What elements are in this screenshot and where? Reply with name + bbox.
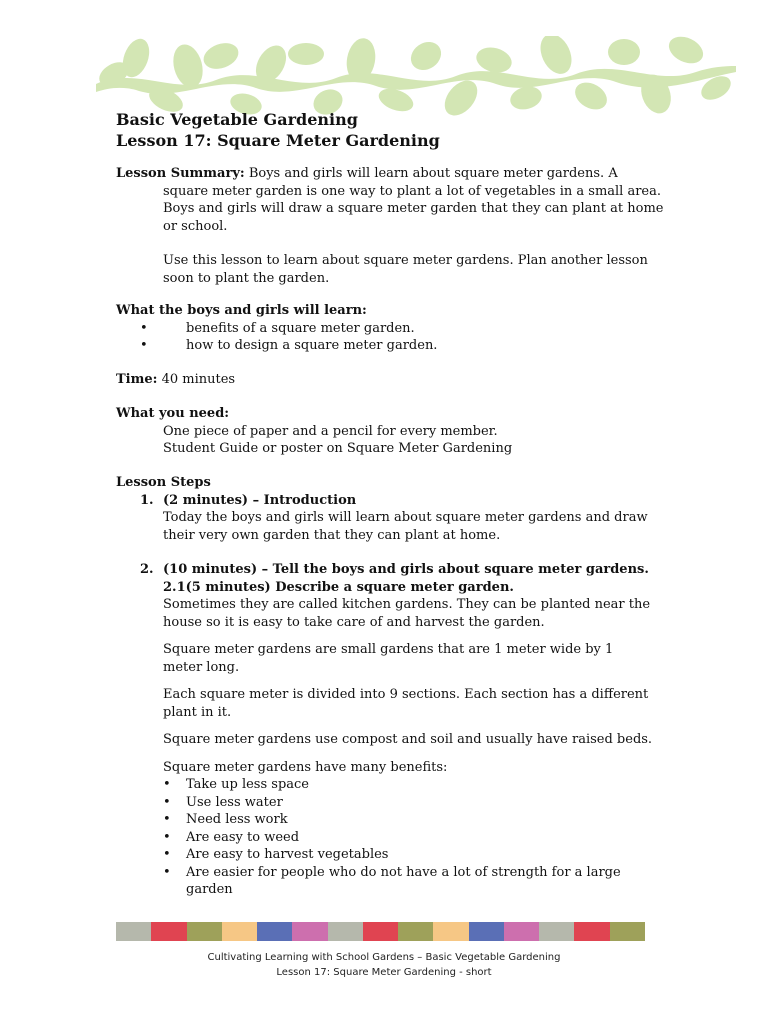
color-strip-segment [398,922,433,941]
color-strip [116,922,645,941]
step-2-subtitle: 2.1(5 minutes) Describe a square meter garden. [163,579,514,595]
color-strip-segment [292,922,327,941]
color-strip-segment [151,922,186,941]
step-2-number: 2. [140,562,154,577]
step-2-paragraph-4: Square meter gardens use compost and soil and usually have raised beds. [163,732,653,747]
color-strip-segment [433,922,468,941]
title-line-2: Lesson 17: Square Meter Gardening [116,131,440,150]
document-title [116,109,440,151]
title-line-1: Basic Vegetable Gardening [116,110,358,129]
color-strip-segment [187,922,222,941]
learn-heading: What the boys and girls will learn: [116,303,367,318]
color-strip-segment [116,922,151,941]
learn-list [116,320,676,355]
learn-item: • how to design a square meter garden. [116,337,676,355]
step-2-paragraph-5: Square meter gardens have many benefits: [163,759,448,775]
color-strip-segment [222,922,257,941]
step-1 [116,492,676,545]
time-value: 40 minutes [157,372,236,387]
footer-line-2: Lesson 17: Square Meter Gardening - short [276,967,492,978]
benefit-item: • Take up less space [116,776,646,794]
color-strip-segment [504,922,539,941]
step-1-number: 1. [140,492,154,508]
benefit-item: • Are easier for people who do not have a lot of strength for a large garden [116,864,646,899]
step-2 [116,561,676,776]
step-1-body: Today the boys and girls will learn about square meter gardens and draw their very own garden that they can plant at home. [163,510,648,543]
time-section [116,371,676,389]
learn-section [116,302,676,355]
color-strip-segment [539,922,574,941]
page-footer [0,950,768,980]
summary-label: Lesson Summary: [116,166,245,181]
benefit-item: • Are easy to harvest vegetables [116,846,646,864]
footer-line-1: Cultivating Learning with School Gardens – Basic Vegetable Gardening [207,952,561,963]
need-line-1: One piece of paper and a pencil for every member. [163,423,498,439]
need-heading: What you need: [116,406,230,421]
color-strip-segment [469,922,504,941]
benefit-item: • Use less water [116,794,646,812]
step-2-title: (10 minutes) – Tell the boys and girls about square meter gardens. [163,562,649,577]
step-2-paragraph-3: Each square meter is divided into 9 sections. Each section has a different plant in it. [163,687,649,720]
lesson-steps [116,474,676,899]
step-2-paragraph-2: Square meter gardens are small gardens that are 1 meter wide by 1 meter long. [163,642,614,675]
color-strip-segment [574,922,609,941]
color-strip-segment [610,922,645,941]
step-2-paragraph-1: Sometimes they are called kitchen gardens. They can be planted near the house so it is easy to take care of and harvest the garden. [163,597,651,630]
color-strip-segment [257,922,292,941]
benefit-item: • Need less work [116,811,646,829]
time-label: Time: [116,372,158,387]
need-section [116,405,676,458]
steps-heading: Lesson Steps [116,475,211,490]
benefit-item: • Are easy to weed [116,829,646,847]
summary-paragraph-2: Use this lesson to learn about square meter gardens. Plan another lesson soon to plant the garden. [163,253,648,286]
color-strip-segment [328,922,363,941]
summary-text: square meter garden is one way to plant a lot of vegetables in a small area. Boys and girls will draw a square meter garden that they can plant at home or school. [163,183,664,234]
color-strip-segment [363,922,398,941]
lesson-summary [116,165,676,287]
step-1-title: (2 minutes) – Introduction [163,492,357,508]
need-line-2: Student Guide or poster on Square Meter Gardening [163,441,513,456]
benefits-list [116,776,646,899]
summary-first-line: Boys and girls will learn about square meter gardens. A [244,166,618,181]
learn-item: • benefits of a square meter garden. [116,320,676,338]
